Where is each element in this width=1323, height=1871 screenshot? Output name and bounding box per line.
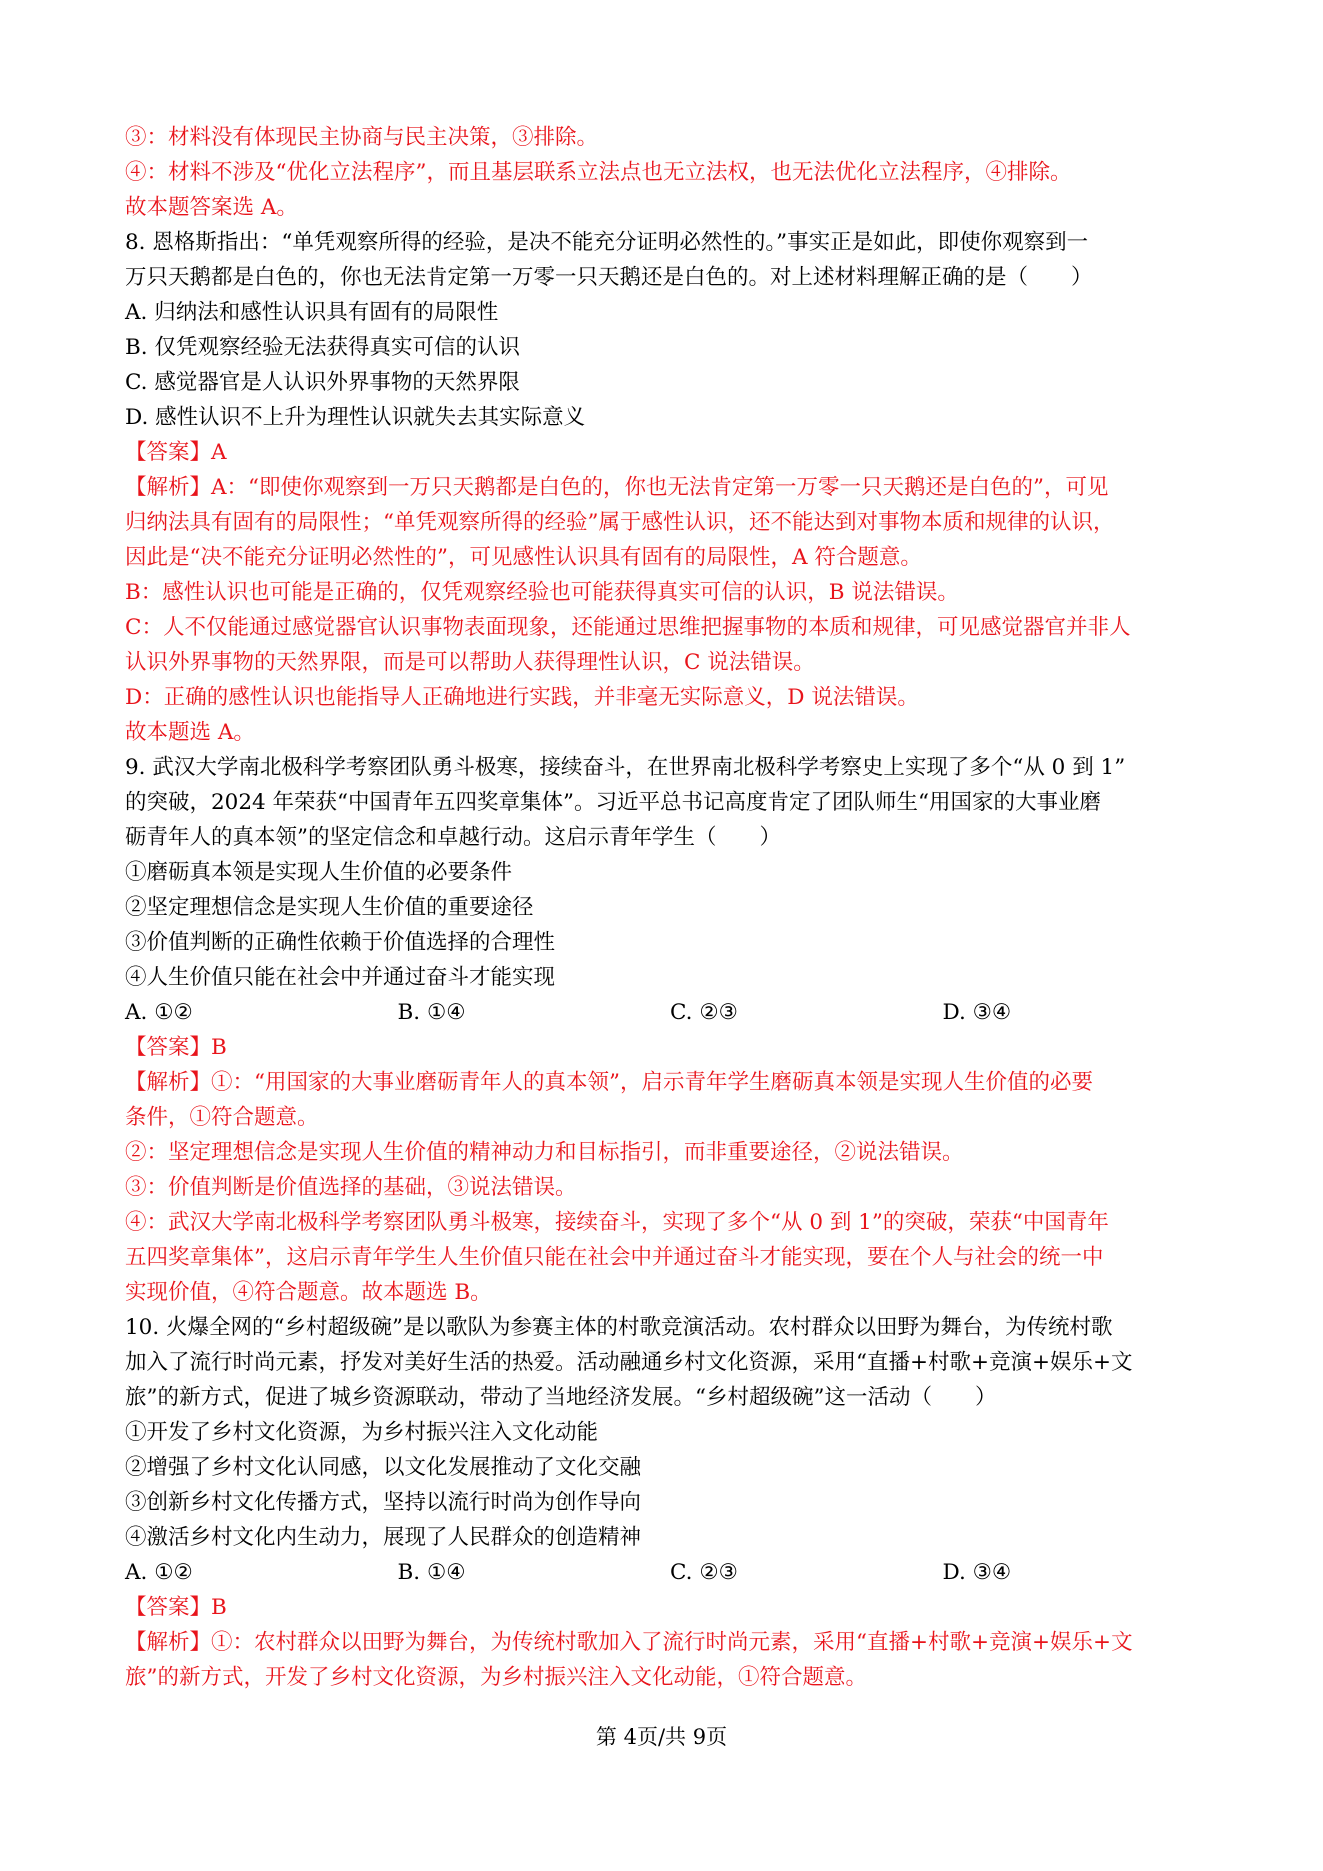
statement-2: ②坚定理想信念是实现人生价值的重要途径 [125, 895, 534, 920]
analysis-line: D：正确的感性认识也能指导人正确地进行实践，并非毫无实际意义，D 说法错误。 [125, 685, 919, 710]
statement-3: ③创新乡村文化传播方式，坚持以流行时尚为创作导向 [125, 1490, 642, 1515]
analysis-line: C：人不仅能通过感觉器官认识事物表面现象，还能通过思维把握事物的本质和规律，可见感觉器官并非人 [125, 615, 1131, 640]
statement-3: ③价值判断的正确性依赖于价值选择的合理性 [125, 930, 556, 955]
analysis-line: 认识外界事物的天然界限，而是可以帮助人获得理性认识，C 说法错误。 [125, 650, 815, 675]
question-9-stem: 砺青年人的真本领”的坚定信念和卓越行动。这启示青年学生（ ） [125, 825, 781, 850]
analysis-text: ①：“用国家的大事业磨砺青年人的真本领”，启示青年学生磨砺真本领是实现人生价值的必要 [211, 1070, 1094, 1095]
analysis-line: ④：材料不涉及“优化立法程序”，而且基层联系立法点也无立法权，也无法优化立法程序，④排除。 [125, 160, 1072, 185]
option-b: B. ①④ [397, 1000, 466, 1025]
analysis-line: 因此是“决不能充分证明必然性的”，可见感性认识具有固有的局限性，A 符合题意。 [125, 545, 922, 570]
analysis-line: ③：价值判断是价值选择的基础，③说法错误。 [125, 1175, 577, 1200]
question-9-stem: 的突破，2024 年荣获“中国青年五四奖章集体”。习近平总书记高度肯定了团队师生“用国家的大事业磨 [125, 790, 1102, 815]
option-a: A. 归纳法和感性认识具有固有的局限性 [125, 300, 499, 325]
analysis-line [125, 1625, 1215, 1660]
statement-1: ①开发了乡村文化资源，为乡村振兴注入文化动能 [125, 1420, 599, 1445]
statement-1: ①磨砺真本领是实现人生价值的必要条件 [125, 860, 513, 885]
options-row [125, 995, 1215, 1030]
question-8-stem: 8. 恩格斯指出：“单凭观察所得的经验，是决不能充分证明必然性的。”事实正是如此，即使你观察到一 [125, 230, 1089, 255]
option-b: B. 仅凭观察经验无法获得真实可信的认识 [125, 335, 520, 360]
analysis-line: 五四奖章集体”，这启示青年学生人生价值只能在社会中并通过奋斗才能实现，要在个人与社会的统一中 [125, 1245, 1104, 1270]
analysis-line: ④：武汉大学南北极科学考察团队勇斗极寒，接续奋斗，实现了多个“从 0 到 1”的突破，荣获“中国青年 [125, 1210, 1109, 1235]
conclusion-line: 故本题答案选 A。 [125, 195, 298, 220]
analysis-line: ③：材料没有体现民主协商与民主决策，③排除。 [125, 125, 599, 150]
document-page [125, 120, 1215, 1695]
analysis-line: 归纳法具有固有的局限性；“单凭观察所得的经验”属于感性认识，还不能达到对事物本质和规律的认识， [125, 510, 1115, 535]
analysis-tag: 【解析】 [125, 1070, 212, 1095]
statement-4: ④激活乡村文化内生动力，展现了人民群众的创造精神 [125, 1525, 642, 1550]
analysis-text: A：“即使你观察到一万只天鹅都是白色的，你也无法肯定第一万零一只天鹅还是白色的”，可见 [211, 475, 1109, 500]
question-10-stem: 旅”的新方式，促进了城乡资源联动，带动了当地经济发展。“乡村超级碗”这一活动（ ） [125, 1385, 997, 1410]
option-a: A. ①② [125, 1560, 193, 1585]
answer-line [125, 1030, 1215, 1065]
option-c: C. ②③ [670, 1000, 738, 1025]
question-10-stem: 加入了流行时尚元素，抒发对美好生活的热爱。活动融通乡村文化资源，采用“直播+村歌+竞演+娱乐+文 [125, 1350, 1133, 1375]
page-footer: 第 4页/共 9页 [595, 1725, 728, 1749]
answer-line [125, 435, 1215, 470]
option-d: D. ③④ [942, 1000, 1012, 1025]
analysis-text: ①：农村群众以田野为舞台，为传统村歌加入了流行时尚元素，采用“直播+村歌+竞演+娱乐+文 [211, 1630, 1133, 1655]
answer-tag: 【答案】 [125, 1035, 212, 1060]
analysis-line [125, 1065, 1215, 1100]
option-a: A. ①② [125, 1000, 193, 1025]
answer-tag: 【答案】 [125, 1595, 212, 1620]
option-d: D. 感性认识不上升为理性认识就失去其实际意义 [125, 405, 586, 430]
answer-tag: 【答案】 [125, 440, 212, 465]
option-b: B. ①④ [397, 1560, 466, 1585]
analysis-line: ②：坚定理想信念是实现人生价值的精神动力和目标指引，而非重要途径，②说法错误。 [125, 1140, 964, 1165]
statement-2: ②增强了乡村文化认同感，以文化发展推动了文化交融 [125, 1455, 642, 1480]
answer-value: B [211, 1595, 227, 1620]
analysis-line: 实现价值，④符合题意。故本题选 B。 [125, 1280, 492, 1305]
analysis-tag: 【解析】 [125, 1630, 212, 1655]
question-10-stem: 10. 火爆全网的“乡村超级碗”是以歌队为参赛主体的村歌竞演活动。农村群众以田野为舞台，为传统村歌 [125, 1315, 1113, 1340]
analysis-tag: 【解析】 [125, 475, 212, 500]
option-c: C. ②③ [670, 1560, 738, 1585]
question-8-stem: 万只天鹅都是白色的，你也无法肯定第一万零一只天鹅还是白色的。对上述材料理解正确的是（ ） [125, 265, 1093, 290]
analysis-line [125, 470, 1215, 505]
analysis-line: 旅”的新方式，开发了乡村文化资源，为乡村振兴注入文化动能，①符合题意。 [125, 1665, 867, 1690]
analysis-line: 条件，①符合题意。 [125, 1105, 319, 1130]
statement-4: ④人生价值只能在社会中并通过奋斗才能实现 [125, 965, 556, 990]
answer-value: B [211, 1035, 227, 1060]
options-row [125, 1555, 1215, 1590]
answer-line [125, 1590, 1215, 1625]
analysis-line: B：感性认识也可能是正确的，仅凭观察经验也可能获得真实可信的认识，B 说法错误。 [125, 580, 959, 605]
conclusion-line: 故本题选 A。 [125, 720, 255, 745]
option-d: D. ③④ [942, 1560, 1012, 1585]
answer-value: A [211, 440, 227, 465]
option-c: C. 感觉器官是人认识外界事物的天然界限 [125, 370, 520, 395]
question-9-stem: 9. 武汉大学南北极科学考察团队勇斗极寒，接续奋斗，在世界南北极科学考察史上实现了多个“从 0 到 1” [125, 755, 1126, 780]
